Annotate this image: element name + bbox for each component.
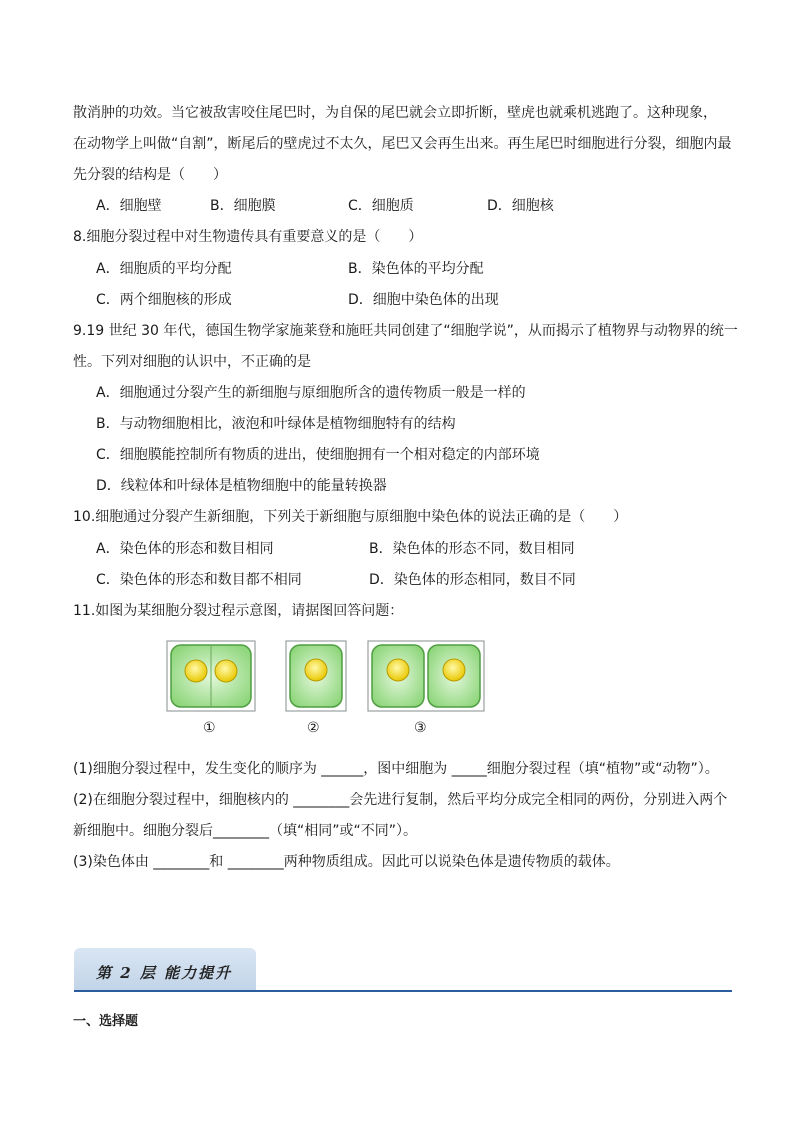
- q9-option-c: C．细胞膜能控制所有物质的进出，使细胞拥有一个相对稳定的内部环境: [96, 447, 540, 463]
- q9-option-d: D．线粒体和叶绿体是植物细胞中的能量转换器: [96, 478, 387, 494]
- level-banner-title: 第 2 层 能力提升: [96, 964, 233, 982]
- q7-option-a: A．细胞壁: [96, 198, 162, 214]
- q8-option-d: D．细胞中染色体的出现: [348, 292, 499, 308]
- q10-option-b: B．染色体的形态不同，数目相同: [369, 541, 575, 557]
- q11-stem: 11.如图为某细胞分裂过程示意图，请据图回答问题：: [73, 603, 404, 619]
- q11-sub-2-cont: 新细胞中。细胞分裂后________（填“相同”或“不同”）。: [73, 823, 418, 839]
- q10-option-c: C．染色体的形态和数目都不相同: [96, 572, 302, 588]
- q10-option-d: D．染色体的形态相同，数目不同: [369, 572, 576, 588]
- cell-stage-3: [368, 641, 484, 711]
- q8-option-a: A．细胞质的平均分配: [96, 261, 232, 277]
- q10-option-a: A．染色体的形态和数目相同: [96, 541, 274, 557]
- section-heading: 一、选择题: [73, 1014, 139, 1029]
- q7-line-3: 先分裂的结构是（ ）: [73, 167, 227, 183]
- q8-stem: 8.细胞分裂过程中对生物遗传具有重要意义的是（ ）: [73, 229, 423, 245]
- banner-rule: [74, 990, 732, 992]
- q7-option-d: D．细胞核: [487, 198, 554, 214]
- q7-option-b: B．细胞膜: [210, 198, 276, 214]
- figure-label-3: ③: [414, 720, 427, 736]
- q8-option-b: B．染色体的平均分配: [348, 261, 484, 277]
- cell-stage-1: [167, 641, 255, 711]
- q9-option-b: B．与动物细胞相比，液泡和叶绿体是植物细胞特有的结构: [96, 416, 456, 432]
- q11-sub-3: (3)染色体由 ________和 ________两种物质组成。因此可以说染色体是遗传物质的载体。: [73, 854, 620, 870]
- q11-sub-1: (1)细胞分裂过程中，发生变化的顺序为 ______，图中细胞为 _____细胞分裂过程（填“植物”或“动物”）。: [73, 761, 719, 777]
- q10-stem: 10.细胞通过分裂产生新细胞，下列关于新细胞与原细胞中染色体的说法正确的是（ ）: [73, 509, 628, 525]
- q9-line-2: 性。下列对细胞的认识中，不正确的是: [73, 354, 311, 370]
- q7-option-c: C．细胞质: [348, 198, 414, 214]
- figure-label-1: ①: [203, 720, 216, 736]
- q8-option-c: C．两个细胞核的形成: [96, 292, 232, 308]
- q7-line-1: 散消肿的功效。当它被敌害咬住尾巴时，为自保的尾巴就会立即折断，壁虎也就乘机逃跑了。这种现象，: [73, 105, 717, 121]
- q9-option-a: A．细胞通过分裂产生的新细胞与原细胞所含的遗传物质一般是一样的: [96, 385, 526, 401]
- cell-stage-2: [286, 641, 346, 711]
- figure-label-2: ②: [307, 720, 320, 736]
- q7-line-2: 在动物学上叫做“自割”，断尾后的壁虎过不太久，尾巴又会再生出来。再生尾巴时细胞进行分裂，细胞内最: [73, 136, 732, 152]
- q11-sub-2: (2)在细胞分裂过程中，细胞核内的 ________会先进行复制，然后平均分成完全相同的两份，分别进入两个: [73, 792, 728, 808]
- q9-line-1: 9.19 世纪 30 年代，德国生物学家施莱登和施旺共同创建了“细胞学说”，从而揭示了植物界与动物界的统一: [73, 323, 738, 339]
